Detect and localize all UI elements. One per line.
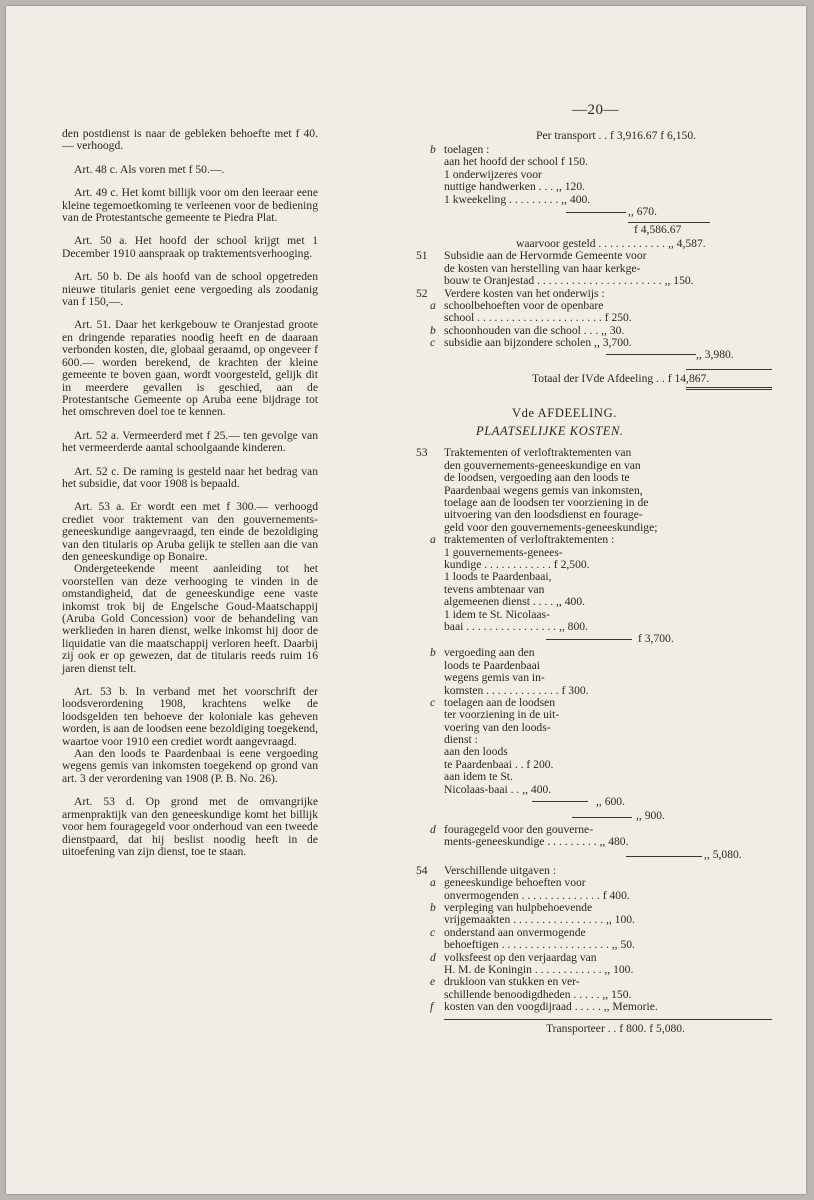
budget-line: aan het hoofd der school f 150. [444,155,588,169]
budget-line: de loodsen, vergoeding aan den loods te [444,471,630,485]
item-number: 52 [416,286,428,300]
budget-line: Paardenbaai wegens gemis van inkomsten, [444,483,643,497]
note-paragraph: Art. 52 a. Vermeerderd met f 25.— ten gevolge van het vermeerderde aantal schoolgaande kinderen. [62,428,318,455]
budget-line: schoolbehoeften voor de openbare [444,298,604,312]
budget-line: algemeenen dienst . . . . ,, 400. [444,595,586,609]
budget-line: 1 loods te Paardenbaai, [444,570,552,584]
per-transport-line: Per transport . . f 3,916.67 f 6,150. [536,129,697,142]
budget-line: subsidie aan bijzondere scholen ,, 3,700. [444,336,632,350]
budget-line: geld voor den gouvernements-geneeskundige; [444,520,658,534]
note-paragraph: Aan den loods te Paardenbaai is eene vergoeding wegens gemis van inkomsten toegekend op grond van art. 3 der verordening van 1908 (P. B. No. 26). [62,747,318,785]
section-total: Totaal der IVde Afdeeling . . f 14,867. [532,372,710,386]
note-paragraph: Art. 52 c. De raming is gesteld naar het bedrag van het subsidie, dat voor 1908 is bepaald. [62,464,318,490]
note-paragraph: Art. 53 d. Op grond met de omvangrijke armenpraktijk van den geneeskundige komt het billijk voor hem fouragegeld voor onderhoud van een tweede dienstpaard, dat hij beslist noodig heeft in de uitoefening van zijn dienst, toe te staan. [62,795,318,858]
budget-line: drukloon van stukken en ver- [444,975,580,989]
subtotal: f 3,700. [638,632,674,646]
budget-line: voering van den loods- [444,720,551,734]
budget-line: behoeftigen . . . . . . . . . . . . . . . . . . . ,, 50. [444,938,635,952]
budget-line: dienst : [444,733,478,747]
item-letter: b [430,323,436,337]
budget-line: Verschillende uitgaven : [444,863,557,877]
budget-line: te Paardenbaai . . f 200. [444,757,554,771]
note-paragraph: Art. 53 b. In verband met het voorschrift der loodsverordening 1908, krachtens welke de loodsgelden ten behoeve der koloniale kas geheven worden, is aan de loodsen eene bezoldiging toegekend, waartoe voor 1910 een crediet wordt aangevraagd. [62,685,318,748]
note-paragraph: Ondergeteekende meent aanleiding tot het voorstellen van deze verhooging te vinden in de omstandigheid, dat de geneeskundige eene vaste inkomst trok bij de Engelsche Goud-Maatschappij (Aruba Gold Concession) voor de behandeling van werklieden in haren dienst, welke inkomst hij door de liquidatie van die maatschappij verloren heeft. Daarbij zij ook er op gewezen, dat de titularis reeds ruim 16 jaren dienst telt. [62,562,318,675]
budget-line: H. M. de Koningin . . . . . . . . . . . . ,, 100. [444,962,634,976]
budget-line: onvermogenden . . . . . . . . . . . . . . f 400. [444,888,630,902]
item-number: 51 [416,249,428,263]
budget-line: Nicolaas-baai . . ,, 400. [444,782,552,796]
budget-line: traktementen of verloftraktementen : [444,533,615,547]
item-letter: f [430,1000,434,1014]
subtotal: ,, 3,980. [696,348,734,362]
transport-line: Transporteer . . f 800. f 5,080. [546,1022,686,1036]
budget-line: 1 idem te St. Nicolaas- [444,607,550,621]
budget-line: waarvoor gesteld . . . . . . . . . . . . ,, 4,587. [516,236,706,250]
budget-line: Traktementen of verloftraktementen van [444,446,632,460]
item-letter: e [430,975,436,989]
budget-line: vergoeding aan den [444,646,535,660]
note-paragraph: Art. 51. Daar het kerkgebouw te Oranjestad groote en dringende reparaties noodig heeft en de daaraan verbonden kosten, die, globaal geraamd, op ongeveer f 600.— worden berekend, de krachten der kleine gemeente te boven gaan, wordt voorgesteld, gelijk dit in meerdere gevallen is geschied, aan de Protestantsche Gemeente op Aruba eene bijdrage tot het omschreven doel toe te kennen. [62,318,318,419]
item-number: 54 [416,863,428,877]
budget-line: bouw te Oranjestad . . . . . . . . . . . . . . . . . . . . . . ,, 150. [444,274,694,288]
budget-line: verpleging van hulpbehoevende [444,900,593,914]
item-letter: a [430,876,436,890]
item-letter: b [430,646,436,660]
item-letter: d [430,823,436,837]
left-column-notes [62,128,318,869]
budget-line: Subsidie aan de Hervormde Gemeente voor [444,249,647,263]
budget-line: komsten . . . . . . . . . . . . . f 300. [444,683,589,697]
budget-line: Verdere kosten van het onderwijs : [444,286,605,300]
subtotal: f 4,586.67 [634,222,682,236]
note-paragraph: Art. 53 a. Er wordt een met f 300.— verhoogd crediet voor traktement van den gouvernements-geneeskundige aangevraagd, ten einde de bezoldiging van den titularis op Aruba gelijk te stellen aan die van den geneeskundige op Bonaire. [62,500,318,563]
budget-line: vrijgemaakten . . . . . . . . . . . . . . . . ,, 100. [444,913,635,927]
item-letter: a [430,533,436,547]
subtotal: ,, 5,080. [704,847,742,861]
budget-line: ments-geneeskundige . . . . . . . . . ,, 480. [444,835,629,849]
item-letter: c [430,925,436,939]
budget-line: den gouvernements-geneeskundige en van [444,458,641,472]
budget-line: school . . . . . . . . . . . . . . . . . . . . . . f 250. [444,311,632,325]
budget-line: loods te Paardenbaai [444,658,540,672]
subtotal: ,, 670. [628,204,657,218]
budget-line: de kosten van herstelling van haar kerkge- [444,261,641,275]
budget-line: ter voorziening in de uit- [444,708,560,722]
item-letter: d [430,950,436,964]
budget-line: schillende benoodigdheden . . . . . ,, 150. [444,987,632,1001]
section-title: Vde AFDEELING. [512,406,617,421]
budget-line: 1 gouvernements-genees- [444,545,563,559]
note-paragraph: Art. 49 c. Het komt billijk voor om den leeraar eene kleine tegemoetkoming te verleenen voor de bediening van de Protestantsche gemeente te Piedra Plat. [62,186,318,225]
right-column-budget [416,130,772,1035]
budget-line: nuttige handwerken . . . ,, 120. [444,180,586,194]
budget-line: 1 onderwijzeres voor [444,167,542,181]
item-letter: b [430,143,436,156]
budget-line: wegens gemis van in- [444,671,545,685]
item-number: 53 [416,446,428,460]
budget-line: fouragegeld voor den gouverne- [444,823,594,837]
note-paragraph: Art. 50 b. De als hoofd van de school opgetreden nieuwe titularis geniet eene vergoeding als zoodanig van f 150,—. [62,270,318,309]
item-letter: c [430,336,436,350]
budget-line: geneeskundige behoeften voor [444,876,586,890]
note-paragraph: den postdienst is naar de gebleken behoefte met f 40.— verhoogd. [62,127,318,153]
budget-line: toelage aan de loodsen ter voorziening in de [444,496,649,510]
budget-line: uitvoering van den loodsdienst en fourage- [444,508,643,522]
budget-line: volksfeest op den verjaardag van [444,950,597,964]
section-subtitle: PLAATSELIJKE KOSTEN. [476,424,624,439]
subtotal: ,, 600. [596,795,625,809]
budget-line: aan den loods [444,745,508,759]
budget-line: 1 kweekeling . . . . . . . . . ,, 400. [444,192,591,206]
budget-line: toelagen aan de loodsen [444,695,556,709]
budget-line: schoonhouden van die school . . . ,, 30. [444,323,625,337]
subtotal: ,, 900. [636,809,665,823]
note-paragraph: Art. 48 c. Als voren met f 50.—. [74,162,225,176]
item-letter: c [430,695,436,709]
budget-line: kosten van den voogdijraad . . . . . ,, Memorie. [444,1000,658,1014]
budget-line: kundige . . . . . . . . . . . . f 2,500. [444,557,590,571]
budget-line: toelagen : [444,143,490,156]
document-page [6,6,806,1194]
page-number: —20— [572,102,619,118]
budget-line: onderstand aan onvermogende [444,925,586,939]
item-letter: a [430,298,436,312]
budget-line: baai . . . . . . . . . . . . . . . . ,, 800. [444,619,588,633]
budget-line: aan idem te St. [444,770,513,784]
note-paragraph: Art. 50 a. Het hoofd der school krijgt met 1 December 1910 aanspraak op traktementsverhooging. [62,234,318,260]
budget-line: tevens ambtenaar van [444,582,545,596]
item-letter: b [430,900,436,914]
